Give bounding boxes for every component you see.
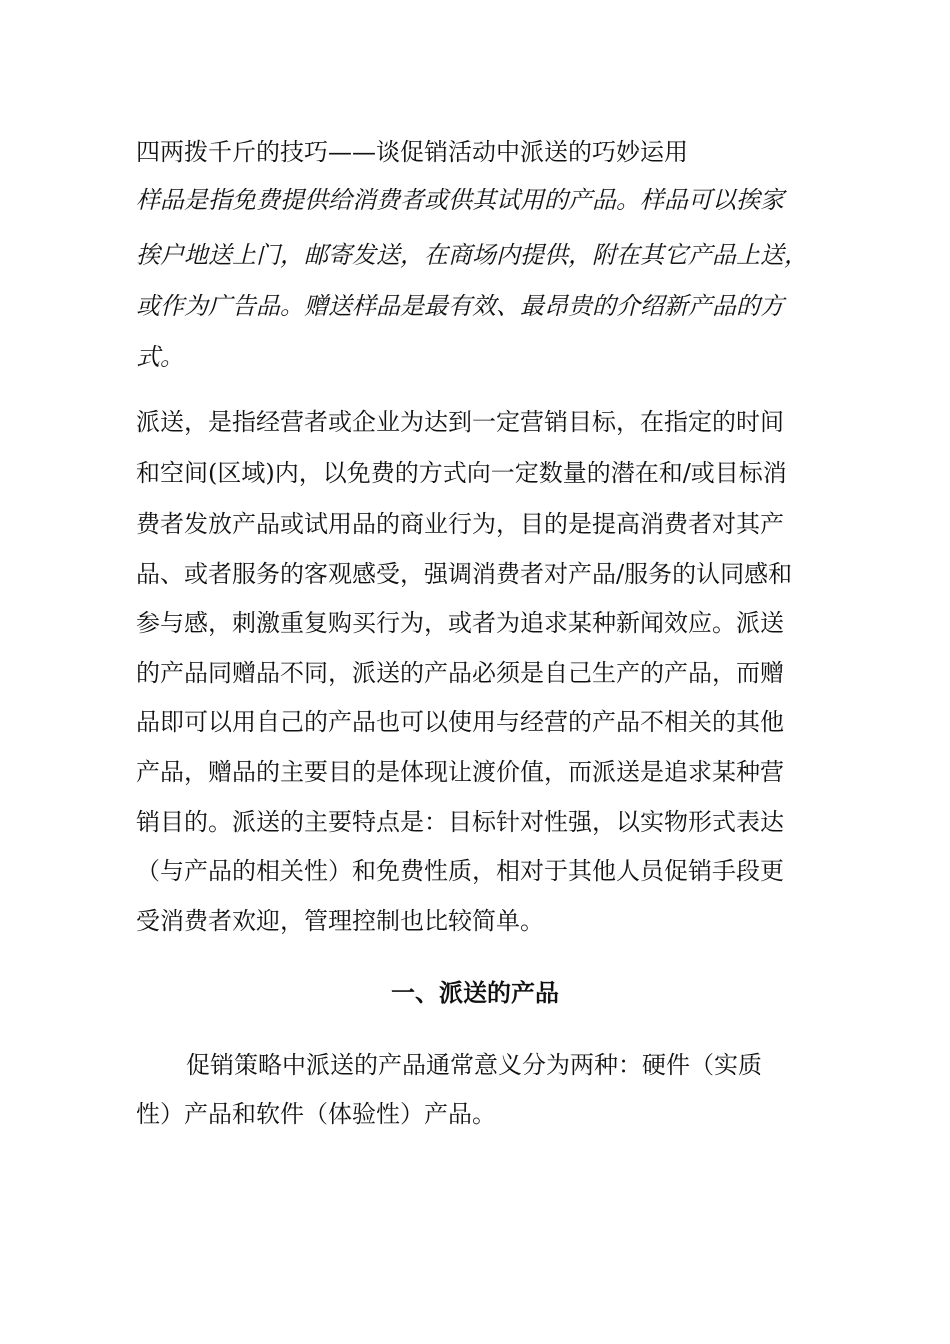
- intro-line: 式。: [136, 343, 184, 371]
- definition-line: 的产品同赠品不同，派送的产品必须是自己生产的产品，而赠: [136, 659, 784, 687]
- intro-line: 挨户地送上门，邮寄发送，在商场内提供，附在其它产品上送，: [136, 241, 808, 269]
- section-line: 促销策略中派送的产品通常意义分为两种：硬件（实质: [186, 1051, 762, 1079]
- definition-line: （与产品的相关性）和免费性质，相对于其他人员促销手段更: [136, 857, 784, 885]
- definition-line: 产品，赠品的主要目的是体现让渡价值，而派送是追求某种营: [136, 758, 784, 786]
- definition-line: 销目的。派送的主要特点是：目标针对性强，以实物形式表达: [136, 808, 784, 836]
- definition-line: 受消费者欢迎，管理控制也比较简单。: [136, 907, 544, 935]
- intro-line: 样品是指免费提供给消费者或供其试用的产品。样品可以挨家: [136, 186, 784, 214]
- definition-line: 品即可以用自己的产品也可以使用与经营的产品不相关的其他: [136, 708, 784, 736]
- document-title: 四两拨千斤的技巧——谈促销活动中派送的巧妙运用: [136, 138, 688, 166]
- definition-line: 费者发放产品或试用品的商业行为，目的是提高消费者对其产: [136, 510, 784, 538]
- definition-line: 和空间(区域)内，以免费的方式向一定数量的潜在和/或目标消: [136, 459, 787, 487]
- definition-line: 派送，是指经营者或企业为达到一定营销目标，在指定的时间: [136, 408, 784, 436]
- definition-line: 品、或者服务的客观感受，强调消费者对产品/服务的认同感和: [136, 560, 793, 588]
- section-line: 性）产品和软件（体验性）产品。: [136, 1100, 496, 1128]
- section-heading: 一、派送的产品: [391, 978, 559, 1007]
- intro-line: 或作为广告品。赠送样品是最有效、最昂贵的介绍新产品的方: [136, 292, 784, 320]
- definition-line: 参与感，刺激重复购买行为，或者为追求某种新闻效应。派送: [136, 609, 784, 637]
